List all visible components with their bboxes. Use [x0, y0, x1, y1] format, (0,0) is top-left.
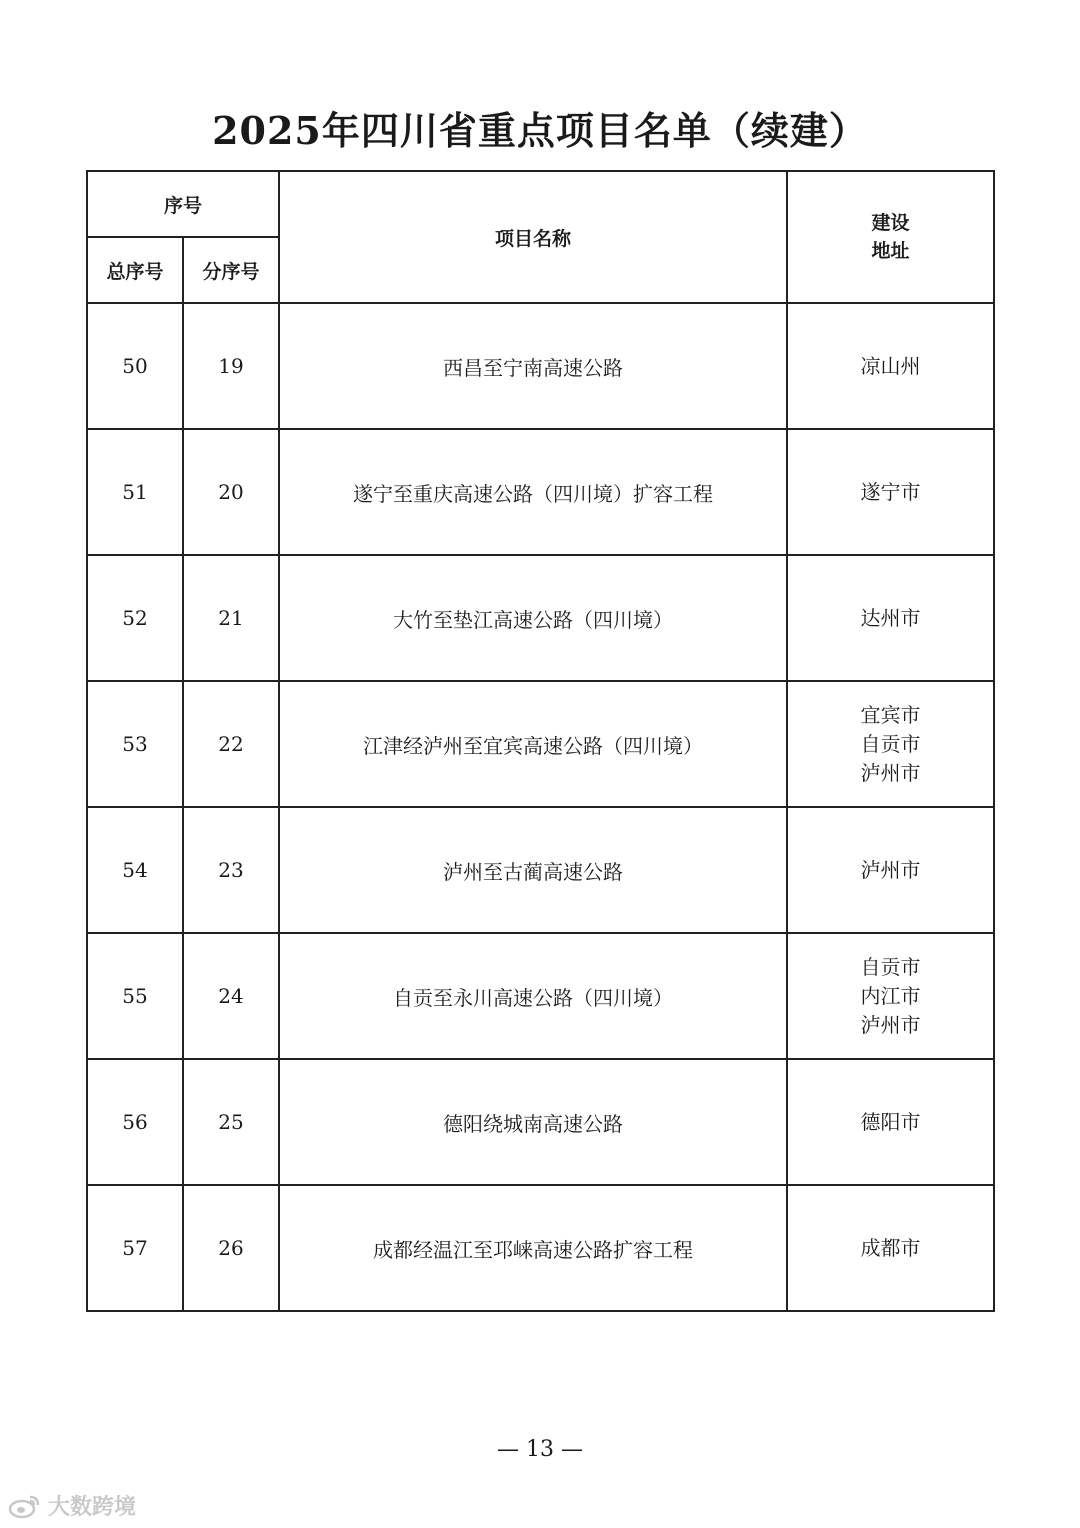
total-seq-cell: 55: [87, 933, 183, 1059]
sub-seq-cell: 22: [183, 681, 279, 807]
sub-seq-cell: 24: [183, 933, 279, 1059]
table-row: [87, 1059, 994, 1185]
header-total-seq: 总序号: [87, 237, 183, 303]
project-name-cell: 泸州至古蔺高速公路: [279, 807, 787, 933]
total-seq-cell: 57: [87, 1185, 183, 1311]
total-seq-cell: 50: [87, 303, 183, 429]
table-row: [87, 555, 994, 681]
location-cell: [787, 807, 994, 933]
table-body: [87, 303, 994, 1311]
project-name-cell: 西昌至宁南高速公路: [279, 303, 787, 429]
header-sub-seq: 分序号: [183, 237, 279, 303]
location-line: 遂宁市: [860, 479, 921, 504]
location-cell: [787, 555, 994, 681]
header-location-label: 建设 地址: [871, 212, 910, 262]
total-seq-cell: 53: [87, 681, 183, 807]
location-cell: [787, 303, 994, 429]
location-line: 达州市: [860, 605, 921, 630]
header-project-name: 项目名称: [279, 171, 787, 303]
total-seq-cell: 56: [87, 1059, 183, 1185]
total-seq-cell: 51: [87, 429, 183, 555]
project-name-cell: 德阳绕城南高速公路: [279, 1059, 787, 1185]
location-line: 自贡市: [860, 731, 921, 756]
watermark-text: 大数跨境: [48, 1495, 137, 1520]
table-row: [87, 807, 994, 933]
watermark: [8, 1490, 136, 1521]
sub-seq-cell: 25: [183, 1059, 279, 1185]
location-line: 凉山州: [860, 353, 921, 378]
location-line: 内江市: [860, 983, 921, 1008]
weibo-logo-icon: [8, 1493, 42, 1519]
location-line: 宜宾市: [860, 702, 921, 727]
project-name-cell: 成都经温江至邛崃高速公路扩容工程: [279, 1185, 787, 1311]
sub-seq-cell: 20: [183, 429, 279, 555]
location-line: 泸州市: [860, 760, 921, 785]
table-row: [87, 303, 994, 429]
location-line: 泸州市: [860, 1012, 921, 1037]
project-name-cell: 自贡至永川高速公路（四川境）: [279, 933, 787, 1059]
page-title: 2025年四川省重点项目名单（续建）: [212, 108, 868, 153]
location-cell: [787, 681, 994, 807]
sub-seq-cell: 19: [183, 303, 279, 429]
header-seq-group: 序号: [87, 171, 279, 237]
location-line: 自贡市: [860, 954, 921, 979]
location-cell: [787, 1059, 994, 1185]
location-line: 成都市: [860, 1235, 921, 1260]
header-location: [787, 171, 994, 303]
page-number: — 13 —: [497, 1437, 583, 1462]
project-name-cell: 江津经泸州至宜宾高速公路（四川境）: [279, 681, 787, 807]
table-row: [87, 933, 994, 1059]
project-name-cell: 遂宁至重庆高速公路（四川境）扩容工程: [279, 429, 787, 555]
sub-seq-cell: 26: [183, 1185, 279, 1311]
location-line: 泸州市: [860, 857, 921, 882]
total-seq-cell: 52: [87, 555, 183, 681]
location-cell: [787, 1185, 994, 1311]
location-cell: [787, 429, 994, 555]
location-line: 德阳市: [860, 1109, 921, 1134]
sub-seq-cell: 21: [183, 555, 279, 681]
table-row: [87, 681, 994, 807]
project-name-cell: 大竹至垫江高速公路（四川境）: [279, 555, 787, 681]
table-row: [87, 1185, 994, 1311]
project-table: [86, 170, 995, 1312]
sub-seq-cell: 23: [183, 807, 279, 933]
location-cell: [787, 933, 994, 1059]
table-row: [87, 429, 994, 555]
total-seq-cell: 54: [87, 807, 183, 933]
